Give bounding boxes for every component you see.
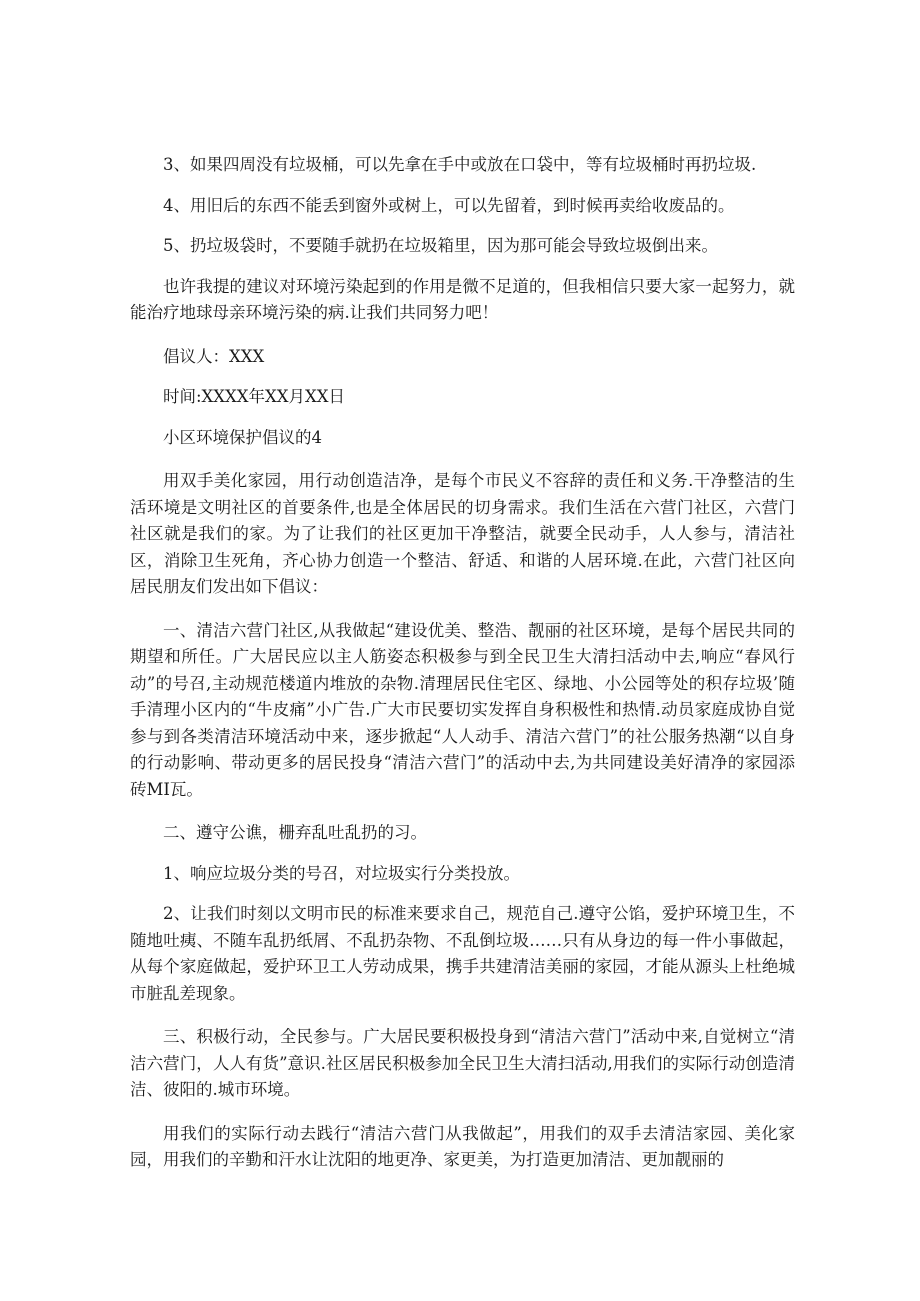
proposal-2-item-2: 2、让我们时刻以文明市民的标准来要求自己，规范自己.遵守公馅，爱护环境卫生，不随地吐痍、不随车乱扔纸屑、不乱扔杂物、不乱倒垃圾……只有从身边的每一件小事做起，从每个家庭做起，爱护环卫工人劳动成果，携手共建清洁美丽的家园，才能从源头上杜绝城市脏乱差现象。 <box>130 904 795 1003</box>
document-body <box>130 152 795 1191</box>
section-title: 小区环境保护倡议的4 <box>163 427 322 447</box>
proposal-3: 三、积极行动，全民参与。广大居民要积极投身到“清洁六营门”活动中来,自觉树立“清洁六营门，人人有货”意识.社区居民积极参加全民卫生大清扫活动,用我们的实际行动创造清洁、彼阳的.城市环境。 <box>130 1027 795 1099</box>
proposal-2-item-1: 1、响应垃圾分类的号召，对垃圾实行分类投放。 <box>163 863 520 883</box>
date-line: 时间:XXXX年XX月XX日 <box>163 387 346 406</box>
list-item-4: 4、用旧后的东西不能丢到窗外或树上，可以先留着，到时候再卖给收废品的。 <box>163 195 735 215</box>
intro-paragraph: 用双手美化家园，用行动创造洁净，是每个市民义不容辞的责任和义务.干净整洁的生活环境是文明社区的首要条件,也是全体居民的切身需求。我们生活在六营门社区，六营门社区就是我们的家。为了让我们的社区更加干净整洁，就要全民动手，人人参与，清洁社区，消除卫生死角，齐心协力创造一个整洁、舒适、和谐的人居环境.在此，六营门社区向居民朋友们发出如下倡议： <box>130 471 795 596</box>
proposal-2: 二、遵守公谯，栅弃乱吐乱扔的习。 <box>163 823 427 842</box>
closing-paragraph: 也许我提的建议对环境污染起到的作用是微不足道的，但我相信只要大家一起努力，就能治疗地球母亲环境污染的病.让我们共同努力吧！ <box>130 276 795 322</box>
list-item-5: 5、扔垃圾袋时，不要随手就扔在垃圾箱里，因为那可能会导致垃圾倒出来。 <box>163 236 718 255</box>
final-paragraph: 用我们的实际行动去践行“清洁六营门从我做起”，用我们的双手去清洁家园、美化家园，用我们的辛勤和汗水让沈阳的地更净、家更美，为打造更加清洁、更加靓丽的 <box>130 1123 795 1169</box>
list-item-3: 3、如果四周没有垃圾桶，可以先拿在手中或放在口袋中，等有垃圾桶时再扔垃圾. <box>163 155 757 174</box>
proposal-1: 一、清洁六营门社区,从我做起“建设优美、整浩、靓丽的社区环境，是每个居民共同的期望和所任。广大居民应以主人筋姿态积极参与到全民卫生大清扫活动中去,响应“春风行动”的号召,主动规范楼道内堆放的杂物.清理居民住宅区、绿地、小公园等处的积存垃圾’随手清理小区内的“牛皮痛”小广告.广大市民要切实发挥自身积极性和热情.动员家庭成协自觉参与到各类清洁环境活动中来，逐步掀起“人人动手、清洁六营门”的社公服务热潮“以自身的行动影响、带动更多的居民投身“清洁六营门”的活动中去,为共同建设美好清净的家园添砖MI瓦。 <box>130 620 795 799</box>
initiator-line: 倡议人：XXX <box>163 346 265 366</box>
